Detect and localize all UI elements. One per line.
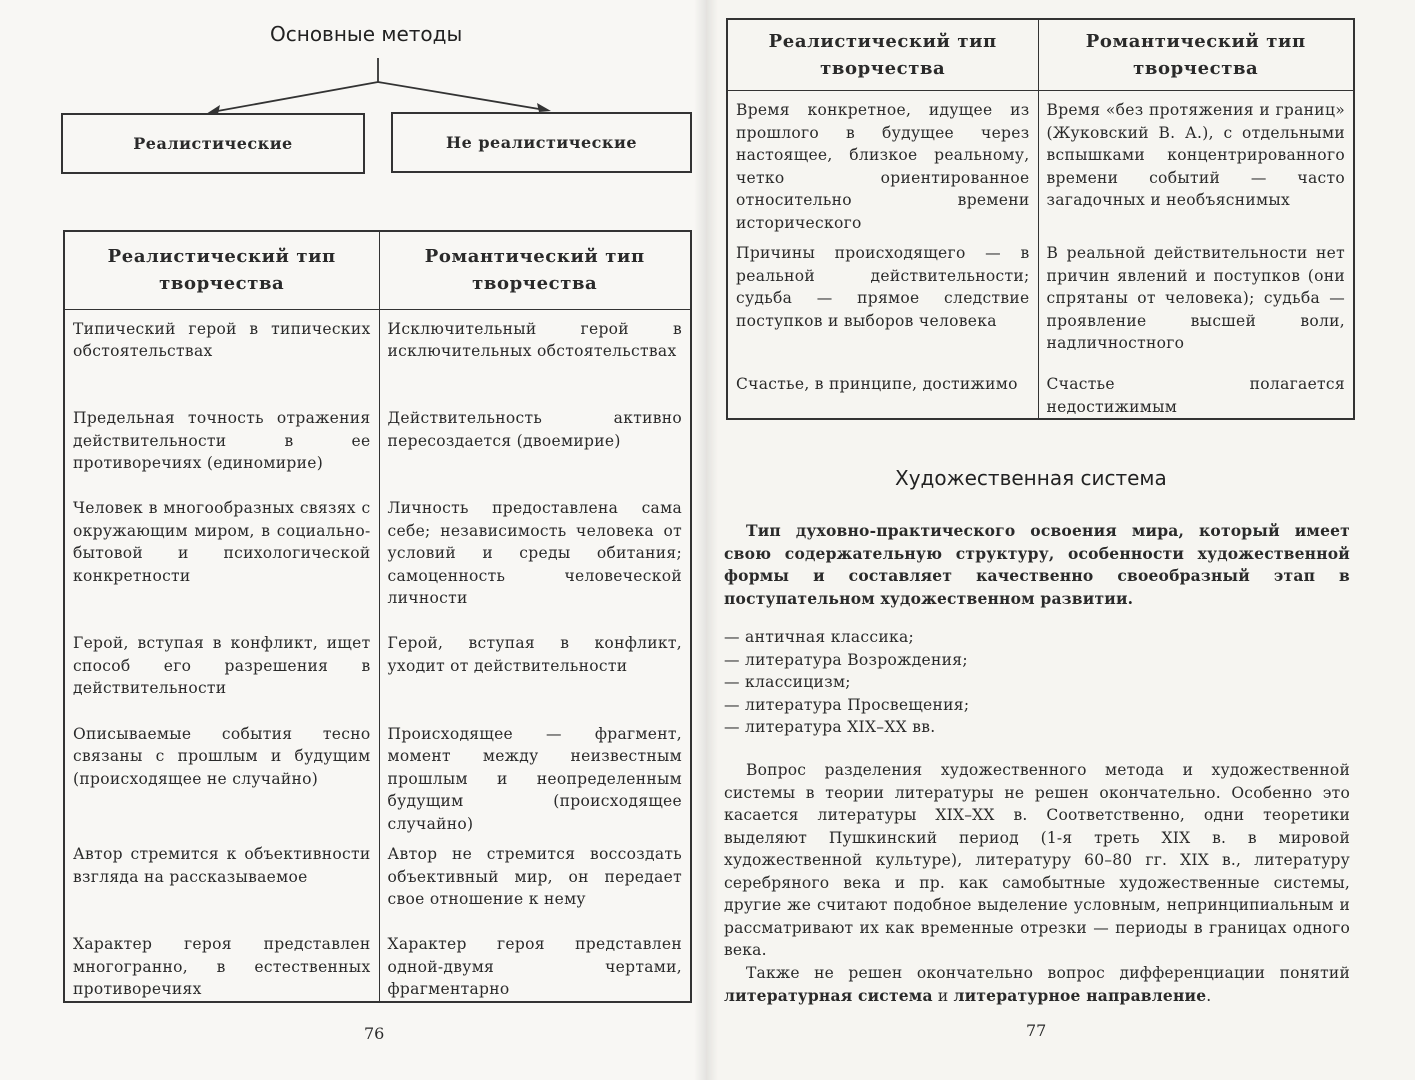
methods-arrows bbox=[0, 0, 706, 130]
cell-realistic: Типический герой в типических обстоятельствах bbox=[64, 309, 379, 399]
era-list bbox=[724, 626, 969, 739]
list-item: — литература Возрождения; bbox=[724, 650, 968, 669]
paragraph-systems: Также не решен окончательно вопрос дифференциации понятий литературная система и литературное направление. bbox=[724, 964, 1350, 1005]
term-literary-direction: литературное направление bbox=[953, 985, 1207, 1005]
table-row bbox=[727, 91, 1354, 235]
cell-realistic: Счастье, в принципе, достижимо bbox=[727, 365, 1038, 419]
section-title: Художественная система bbox=[895, 466, 1167, 490]
cell-realistic: Причины происходящего — в реальной действительности; судьба — прямое следствие поступков и выборов человека bbox=[727, 234, 1038, 365]
cell-realistic: Время конкретное, идущее из прошлого в будущее через настоящее, близкое реальному, четко ориентированное относительно времени исторического bbox=[727, 91, 1038, 235]
cell-romantic: В реальной действительности нет причин явлений и поступков (они спрятаны от человека); судьба — проявление высшей воли, надличностного bbox=[1038, 234, 1354, 365]
table-row bbox=[64, 399, 691, 489]
cell-romantic: Происходящее — фрагмент, момент между неизвестным прошлым и неопределенным будущим (происходящее случайно) bbox=[379, 715, 691, 836]
table-row bbox=[727, 234, 1354, 365]
comparison-table-left bbox=[63, 230, 692, 1003]
cell-realistic: Характер героя представлен многогранно, в естественных противоречиях bbox=[64, 925, 379, 1002]
cell-romantic: Действительность активно пересоздается (двоемирие) bbox=[379, 399, 691, 489]
cell-romantic: Личность предоставлена сама себе; независимость человека от условий и среды обитания; самоценность человеческой личности bbox=[379, 489, 691, 624]
table-body bbox=[727, 91, 1354, 420]
cell-realistic: Автор стремится к объективности взгляда на рассказываемое bbox=[64, 835, 379, 925]
nonrealistic-box: Не реалистические bbox=[391, 112, 692, 173]
book-gutter bbox=[694, 0, 718, 1080]
header-romantic: Романтический тип творчества bbox=[379, 231, 691, 309]
list-item: — литература Просвещения; bbox=[724, 695, 970, 714]
table-row bbox=[64, 309, 691, 399]
list-item: — античная классика; bbox=[724, 628, 915, 646]
table-row bbox=[64, 835, 691, 925]
cell-romantic: Характер героя представлен одной-двумя чертами, фрагментарно bbox=[379, 925, 691, 1002]
header-realistic: Реалистический тип творчества bbox=[64, 231, 379, 309]
table-row bbox=[64, 715, 691, 836]
list-item: — классицизм; bbox=[724, 673, 851, 691]
term-literary-system: литературная система bbox=[724, 985, 933, 1005]
comparison-table-right bbox=[726, 18, 1355, 420]
cell-romantic: Счастье полагается недостижимым bbox=[1038, 365, 1354, 419]
cell-romantic: Исключительный герой в исключительных обстоятельствах bbox=[379, 309, 691, 399]
table-row bbox=[727, 365, 1354, 419]
header-realistic: Реалистический тип творчества bbox=[727, 19, 1038, 91]
cell-romantic: Автор не стремится воссоздать объективный мир, он передает свое отношение к нему bbox=[379, 835, 691, 925]
list-item: — литература XIX–XX вв. bbox=[724, 718, 936, 736]
page-number-left: 76 bbox=[364, 1024, 385, 1043]
definition-text: Тип духовно-практического освоения мира, который имеет свою содержательную структуру, особенности художественной формы и составляет качественно своеобразный этап в поступательном художественном развитии. bbox=[724, 521, 1350, 608]
table-row bbox=[64, 489, 691, 624]
page-number-right: 77 bbox=[1026, 1021, 1047, 1040]
table-row bbox=[64, 925, 691, 1002]
left-page bbox=[0, 0, 706, 1080]
paragraph-methods: Вопрос разделения художественного метода и художественной системы в теории литературы не решен окончательно. Особенно это касается литературы XIX–XX в. Соответственно, одни теоретики выделяют Пушкинский период (1-я треть XIX в. в мировой художественной культуре), литературу 60–80 гг. XIX в., литературу серебряного века и пр. как самобытные художественные системы, другие же считают подобное выделение условным, непринципиальным и рассматривают их как временные отрезки — периоды в границах одного века. bbox=[724, 761, 1350, 959]
cell-realistic: Человек в многообразных связях с окружающим миром, в социально-бытовой и психологической конкретности bbox=[64, 489, 379, 624]
table-row bbox=[64, 624, 691, 714]
realistic-box: Реалистические bbox=[61, 113, 365, 174]
cell-romantic: Герой, вступая в конфликт, уходит от действительности bbox=[379, 624, 691, 714]
methods-title: Основные методы bbox=[270, 22, 463, 46]
table-body bbox=[64, 309, 691, 1002]
cell-realistic: Предельная точность отражения действительности в ее противоречиях (единомирие) bbox=[64, 399, 379, 489]
right-page bbox=[706, 0, 1415, 1080]
cell-romantic: Время «без протяжения и границ» (Жуковский В. А.), с отдельными вспышками концентрированного времени событий — часто загадочных и необъяснимых bbox=[1038, 91, 1354, 235]
header-romantic: Романтический тип творчества bbox=[1038, 19, 1354, 91]
cell-realistic: Герой, вступая в конфликт, ищет способ его разрешения в действительности bbox=[64, 624, 379, 714]
cell-realistic: Описываемые события тесно связаны с прошлым и будущим (происходящее не случайно) bbox=[64, 715, 379, 836]
